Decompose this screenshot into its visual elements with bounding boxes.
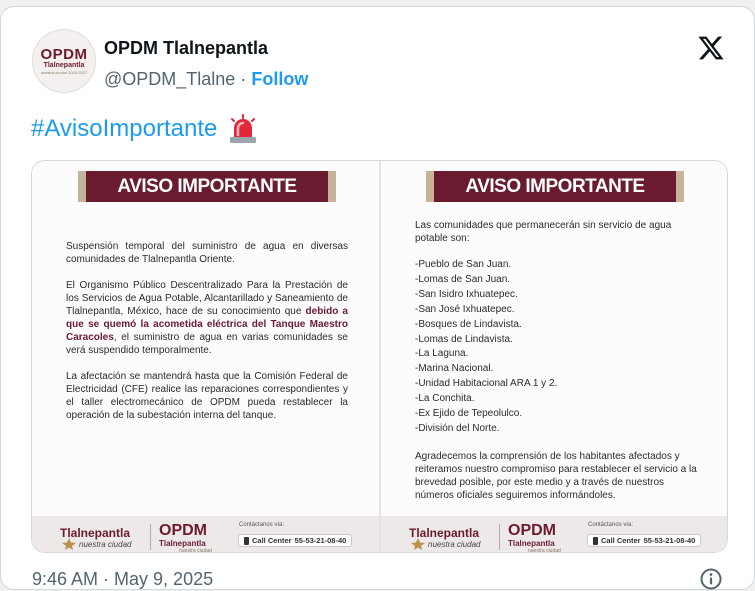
notice-paragraph xyxy=(66,279,348,357)
list-item: -San José Ixhuatepec. xyxy=(415,303,515,315)
notice-text: El Organismo Público Descentralizado Para la Prestación de los Servicios de Agua Potable, Alcantarillado y Saneamiento de Tlalnepantla, México, hace de su conocimiento que xyxy=(66,280,348,317)
notice-paragraph: La afectación se mantendrá hasta que la Comisión Federal de Electricidad (CFE) realice las reparaciones correspondientes y el taller electromecánico de OPDM pueda restablecer la operación de la subestación interna del tanque. xyxy=(66,371,348,421)
notice-banner xyxy=(78,171,336,202)
footer-divider xyxy=(150,524,151,550)
call-center-label: Call Center xyxy=(252,536,292,545)
notice-paragraph: Agradecemos la comprensión de los habitantes afectados y reiteramos nuestro compromiso para restablecer el servicio a la brevedad posible, por este medio y a través de nuestros números oficiales seguiremos informándoles. xyxy=(415,450,697,501)
footer-org-city: Tlalnepantla xyxy=(508,539,555,548)
banner-title: AVISO IMPORTANTE xyxy=(117,175,297,197)
notice-footer xyxy=(381,516,728,553)
tweet-timestamp[interactable]: 9:46 AM · May 9, 2025 xyxy=(32,569,214,589)
call-center-phone: 55-53-21-08-40 xyxy=(643,536,696,545)
call-center-badge xyxy=(587,534,701,547)
banner-title: AVISO IMPORTANTE xyxy=(465,175,645,197)
avatar-logo-city: Tlalnepantla xyxy=(43,62,85,69)
notice-body xyxy=(66,240,348,435)
tweet-media[interactable] xyxy=(31,160,728,553)
footer-slogan: nuestra ciudad xyxy=(428,540,481,549)
notice-paragraph: Suspensión temporal del suministro de agua en diversas comunidades de Tlalnepantla Oriente. xyxy=(66,241,348,265)
footer-slogan: nuestra ciudad xyxy=(79,540,132,549)
notice-paragraph: Las comunidades que permanecerán sin servicio de agua potable son: xyxy=(415,220,672,244)
footer-divider xyxy=(499,524,500,550)
footer-org-slogan: nuestra ciudad xyxy=(528,548,561,553)
phone-icon xyxy=(244,537,249,545)
author-handle[interactable]: @OPDM_Tlalne xyxy=(104,69,236,89)
footer-city: Tlalnepantla xyxy=(409,526,480,540)
follow-button[interactable]: Follow xyxy=(251,69,309,89)
x-logo-icon[interactable] xyxy=(696,34,726,62)
list-item: -La Laguna. xyxy=(415,348,469,360)
footer-org-slogan: nuestra ciudad xyxy=(179,548,212,553)
footer-org: OPDM xyxy=(508,522,556,539)
list-item: -Marina Nacional. xyxy=(415,363,494,375)
footer-city: Tlalnepantla xyxy=(60,526,131,540)
phone-icon xyxy=(593,537,598,545)
call-center-phone: 55-53-21-08-40 xyxy=(294,536,347,545)
list-item: -Ex Ejido de Tepeolulco. xyxy=(415,408,523,420)
avatar-logo-slogan: nuestra ciudad 2025·2027 xyxy=(40,70,88,75)
tweet-text xyxy=(31,113,259,145)
notice-body xyxy=(415,219,697,515)
footer-contact-label: Contáctanos vía: xyxy=(239,522,285,528)
notice-banner xyxy=(426,171,684,202)
list-item: -San Isidro Ixhuatepec. xyxy=(415,288,518,300)
info-icon[interactable] xyxy=(699,567,723,591)
author-handle-row xyxy=(104,69,308,90)
footer-org-city: Tlalnepantla xyxy=(159,539,206,548)
handle-separator: · xyxy=(240,69,247,89)
hashtag-link[interactable]: #AvisoImportante xyxy=(31,115,218,142)
tweet-card xyxy=(0,6,755,590)
list-item: -Lomas de San Juan. xyxy=(415,273,511,285)
list-item: -División del Norte. xyxy=(415,422,500,434)
footer-org: OPDM xyxy=(159,522,207,539)
notice-footer xyxy=(32,516,379,553)
communities-list xyxy=(415,258,697,437)
author-name[interactable]: OPDM Tlalnepantla xyxy=(104,38,269,58)
list-item: -Unidad Habitacional ARA 1 y 2. xyxy=(415,378,558,390)
avatar-logo-text: OPDM xyxy=(40,46,88,63)
footer-contact-label: Contáctanos vía: xyxy=(588,522,634,528)
notice-image-right[interactable] xyxy=(381,161,728,553)
list-item: -La Conchita. xyxy=(415,393,475,405)
list-item: -Lomas de Lindavista. xyxy=(415,333,513,345)
notice-image-left[interactable] xyxy=(32,161,379,553)
siren-icon xyxy=(227,113,259,145)
notice-highlight: debido a que se quemó la acometida eléctrica del Tanque Maestro Caracoles xyxy=(66,306,348,343)
notice-text: , el suministro de agua en varias comunidades se verá suspendido temporalmente. xyxy=(66,332,348,356)
list-item: -Bosques de Lindavista. xyxy=(415,318,522,330)
call-center-badge xyxy=(238,534,352,547)
call-center-label: Call Center xyxy=(601,536,641,545)
avatar[interactable] xyxy=(32,29,96,93)
list-item: -Pueblo de San Juan. xyxy=(415,259,512,270)
